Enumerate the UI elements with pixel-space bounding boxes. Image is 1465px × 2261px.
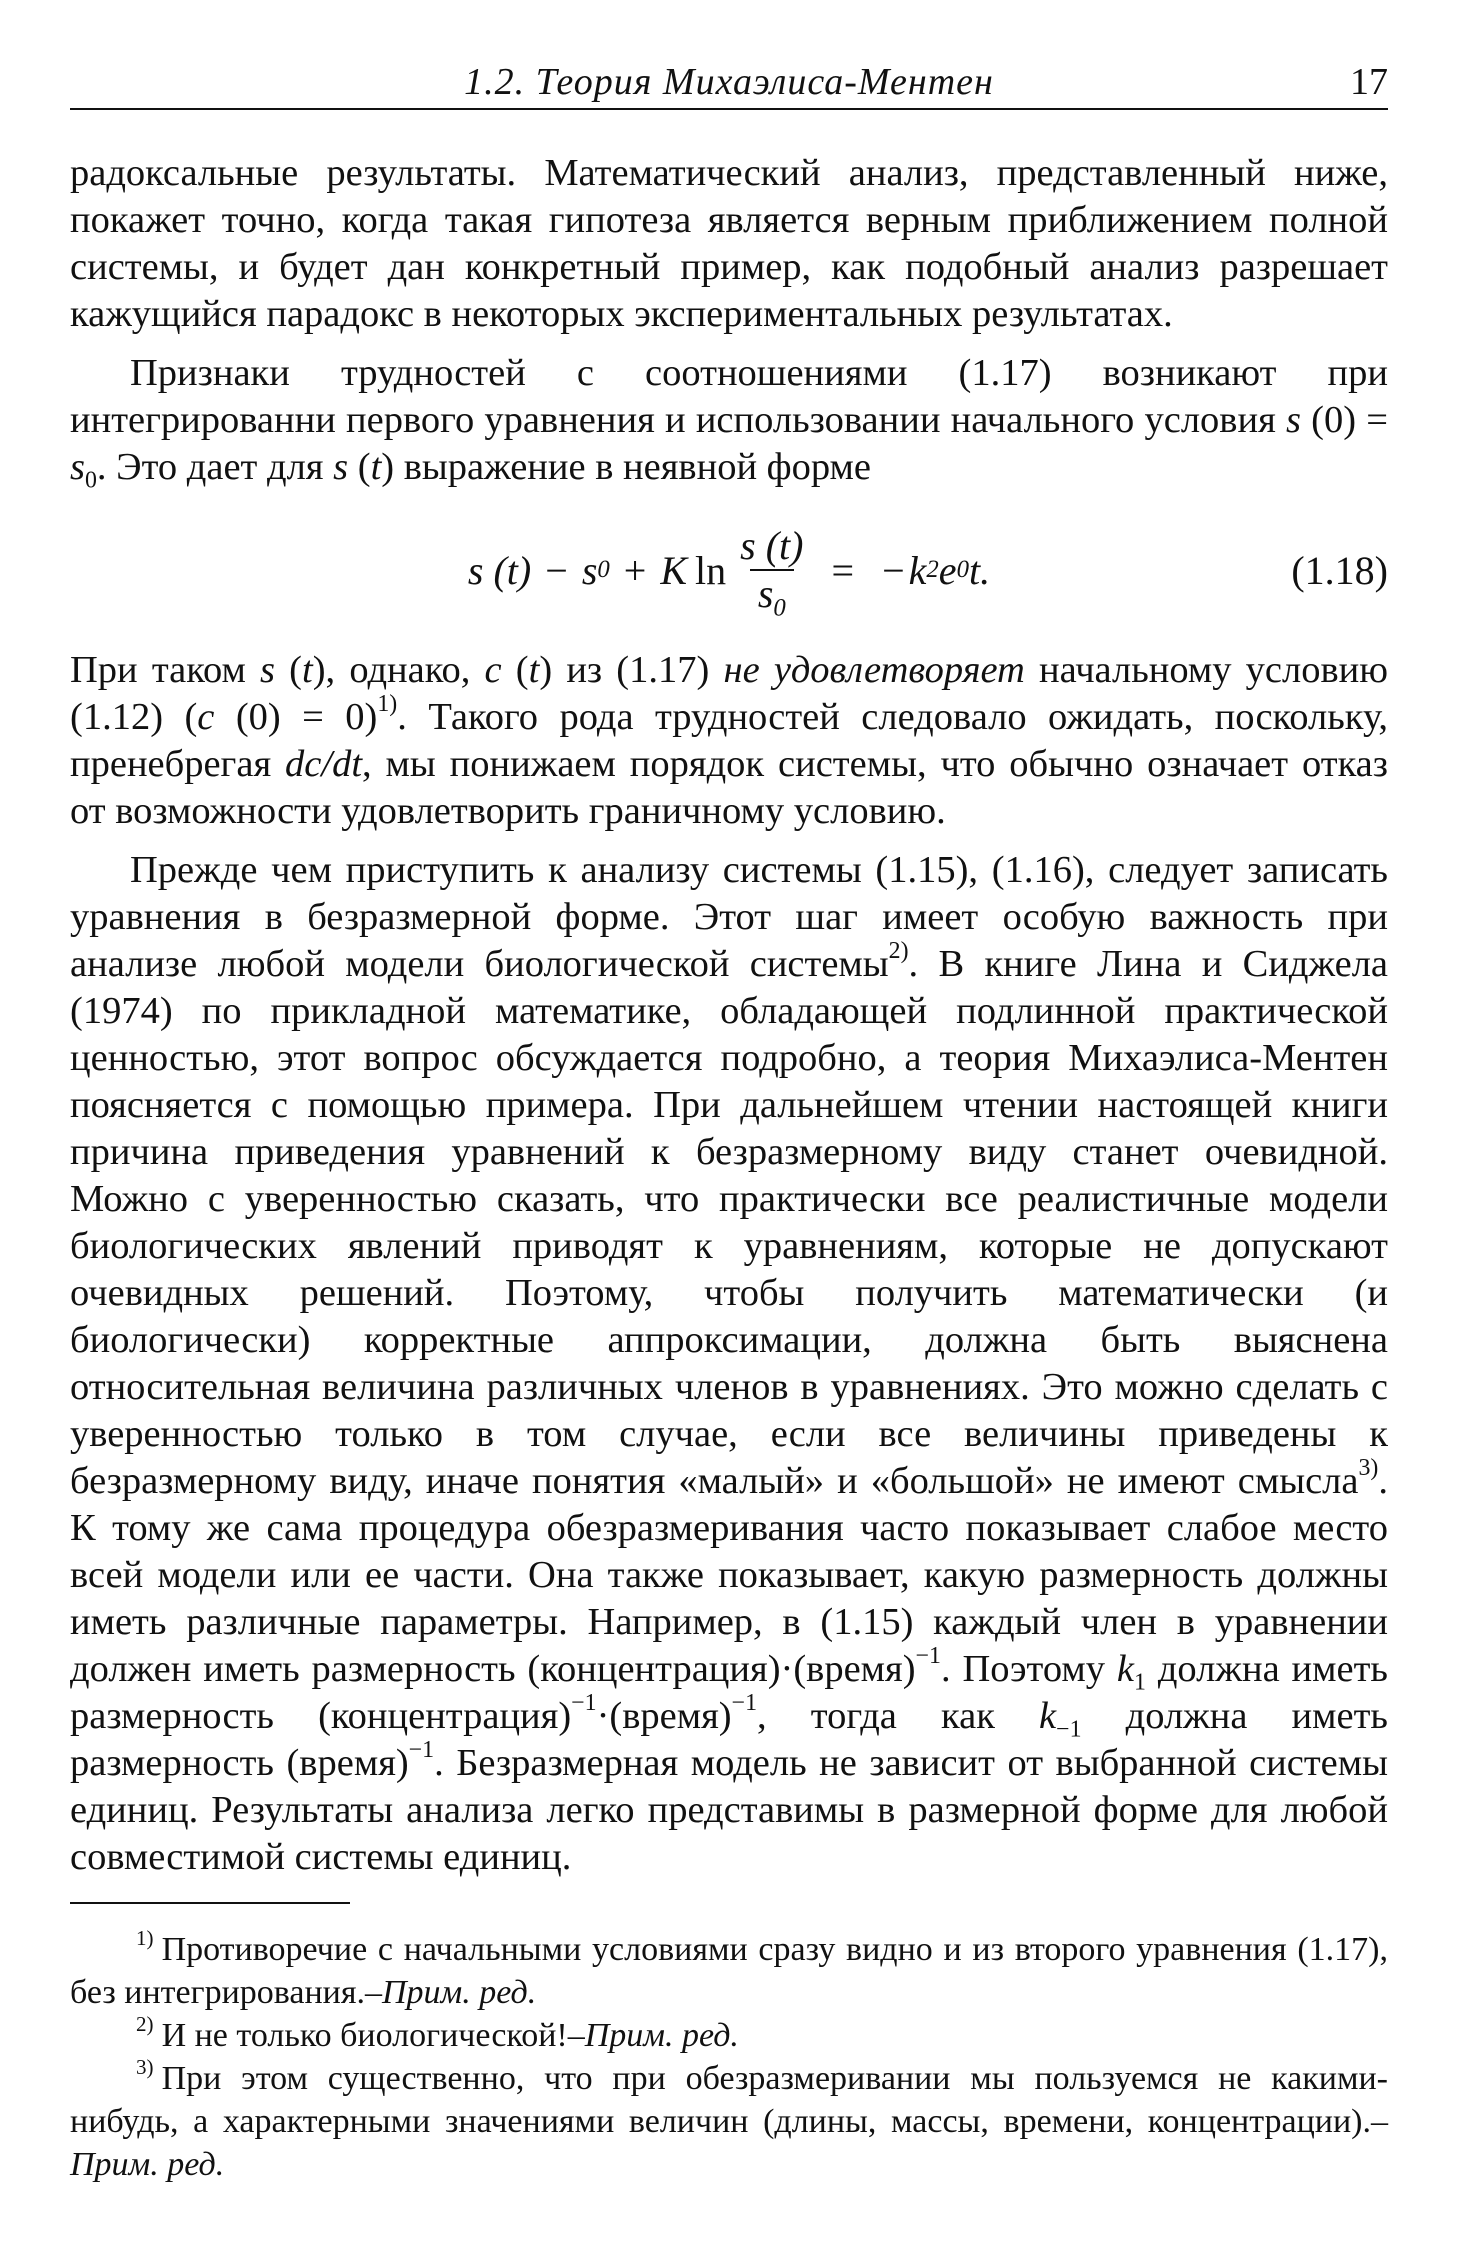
footnote-ref-1: 1) bbox=[377, 691, 398, 718]
footnote-ref-2: 2) bbox=[888, 938, 909, 965]
footnote-ref-3: 3) bbox=[1358, 1455, 1379, 1482]
footnote-1: $^{1)}$ Противоречие с начальными условиями сразу видно и из второго уравнения (1.17), без интегрирования.–Прим. ред. bbox=[70, 1926, 1388, 2011]
footnote-2: $^{2)}$ И не только биологической!–Прим. ред. bbox=[136, 2012, 739, 2054]
paragraph-integration: Признаки трудностей с соотношениями (1.17) возникают при интегрированни первого уравнения и использовании начального условия s $(0) = s_0$. Это дает для s (t) выражение в неявной форме bbox=[70, 352, 1388, 494]
running-head-title: 1.2. Теория Михаэлиса-Ментен bbox=[464, 61, 994, 103]
page-number: 17 bbox=[1350, 61, 1388, 103]
equation-body: s (t) − s 0 + K ln $\frac{s (t)}{s_0}$ = − k 2 e 0 t. bbox=[467, 523, 991, 622]
footnotes bbox=[70, 1928, 1388, 2186]
main-text bbox=[70, 150, 1388, 1881]
equation-1-18 bbox=[70, 505, 1388, 635]
paragraph-continuation: радоксальные результаты. Математический анализ, представленный ниже, покажет точно, когда такая гипотеза является верным приближением полной системы, и будет дан конкретный пример, как подобный анализ разрешает кажущийся парадокс в некоторых экспериментальных результатах. bbox=[70, 152, 1388, 335]
footnote-3: $^{3)}$ При этом существенно, что при обезразмеривании мы пользуемся не какими-нибудь, а характерными значениями величин (длины, массы, времени, концентрации).–Прим. ред. bbox=[70, 2055, 1388, 2183]
equation-fraction: $\frac{s (t)}{s_0}$ bbox=[740, 523, 804, 622]
paragraph-dimensionless: Прежде чем приступить к анализу системы (1.15), (1.16), следует записать уравнения в безразмерной форме. Этот шаг имеет особую важность при анализе любой модели биологической системы$^{2)}$. В книге Лина и Сиджела (1974) по прикладной математике, обладающей подлинной практической ценностью, этот вопрос обсуждается подробно, а теория Михаэлиса-Ментен поясняется с помощью примера. При дальнейшем чтении настоящей книги причина приведения уравнений к безразмерному виду станет очевидной. Можно с уверенностью сказать, что практически все реалистичные модели биологических явлений приводят к уравнениям, которые не допускают очевидных решений. Поэтому, чтобы получить математически (и биологически) корректные аппроксимации, должна быть выяснена относительная величина различных членов в уравнениях. Это можно сделать с уверенностью только в том случае, если все величины приведены к безразмерному виду, иначе понятия «малый» и «большой» не имеют смысла$^{3)}$. К тому же сама процедура обезразмеривания часто показывает слабое место всей модели или ее части. Она также показывает, какую размерность должны иметь различные параметры. Например, в (1.15) каждый член в уравнении должен иметь размерность (концентрация)·(время)$^{-1}$. Поэтому $k_1$ должна иметь размерность (концентрация)$^{-1}$·(время)$^{-1}$, тогда как $k_{-1}$ должна иметь размерность (время)$^{-1}$. Безразмерная модель не зависит от выбранной системы единиц. Результаты анализа легко представимы в размерной форме для любой совместимой системы единиц. bbox=[70, 849, 1388, 1878]
running-head bbox=[70, 58, 1388, 110]
paragraph-difficulty: При таком s (t), однако, c (t) из (1.17) не удовлетворяет начальному условию (1.12) (c (0) = 0)$^{1)}$. Такого рода трудностей следовало ожидать, поскольку, пренебрегая dc/dt, мы понижаем порядок системы, что обычно означает отказ от возможности удовлетворить граничному условию. bbox=[70, 649, 1388, 832]
footnote-separator bbox=[70, 1902, 350, 1904]
equation-number: (1.18) bbox=[1291, 547, 1388, 593]
